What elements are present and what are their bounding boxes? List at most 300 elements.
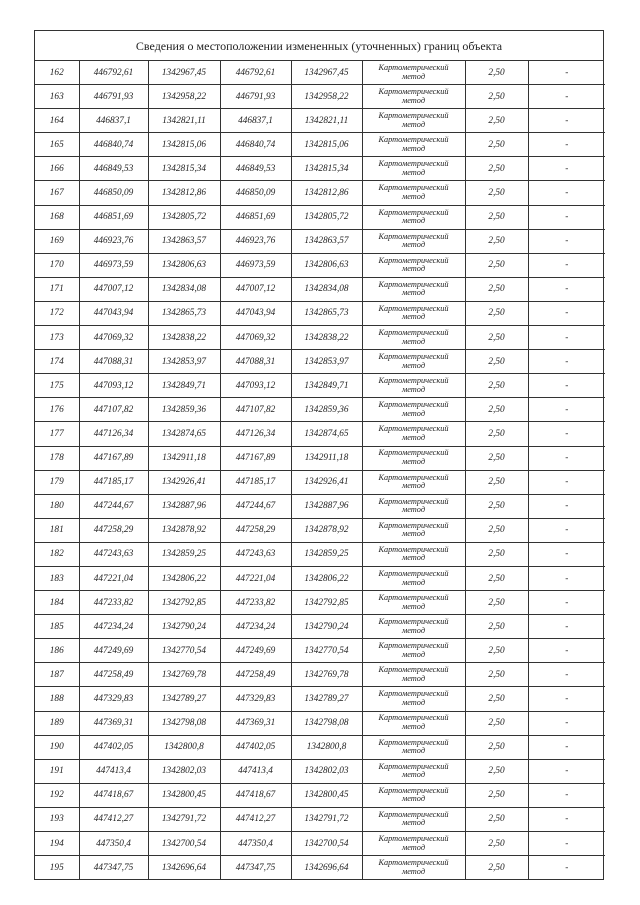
method-label: Картометрический (378, 809, 449, 819)
method-label: метод (401, 529, 426, 539)
table-row (35, 856, 605, 880)
x-new-cell: 447329,83 (220, 687, 291, 711)
x-new-cell: 447221,04 (220, 566, 291, 590)
x-existing-cell: 447043,94 (79, 301, 148, 325)
y-new-cell: 1342792,85 (291, 591, 362, 615)
method-label: Картометрический (378, 87, 449, 97)
y-new-cell: 1342806,63 (291, 253, 362, 277)
table-row (35, 566, 605, 590)
method-label: метод (401, 264, 426, 274)
description-cell: - (528, 687, 605, 711)
y-new-cell: 1342967,45 (291, 61, 362, 85)
y-existing-cell: 1342926,41 (148, 470, 220, 494)
description-cell: - (528, 157, 605, 181)
description-cell: - (528, 470, 605, 494)
method-cell (362, 663, 465, 687)
method-cell (362, 518, 465, 542)
point-number-cell: 190 (35, 735, 79, 759)
accuracy-cell: 2,50 (465, 832, 528, 856)
description-cell: - (528, 422, 605, 446)
method-label: Картометрический (378, 400, 449, 410)
y-existing-cell: 1342859,36 (148, 398, 220, 422)
description-cell: - (528, 229, 605, 253)
table-row (35, 326, 605, 350)
x-existing-cell: 447418,67 (79, 783, 148, 807)
point-number-cell: 186 (35, 639, 79, 663)
accuracy-cell: 2,50 (465, 470, 528, 494)
x-existing-cell: 447249,69 (79, 639, 148, 663)
x-existing-cell: 447185,17 (79, 470, 148, 494)
description-cell: - (528, 759, 605, 783)
description-cell: - (528, 542, 605, 566)
method-label: Картометрический (378, 255, 449, 265)
description-cell: - (528, 856, 605, 880)
table-row (35, 663, 605, 687)
point-number-cell: 180 (35, 494, 79, 518)
table-row (35, 133, 605, 157)
point-number-cell: 166 (35, 157, 79, 181)
x-new-cell: 447347,75 (220, 856, 291, 880)
table-row (35, 494, 605, 518)
method-cell (362, 326, 465, 350)
method-cell (362, 181, 465, 205)
method-label: метод (401, 384, 426, 394)
accuracy-cell: 2,50 (465, 398, 528, 422)
y-new-cell: 1342887,96 (291, 494, 362, 518)
description-cell: - (528, 205, 605, 229)
x-new-cell: 447244,67 (220, 494, 291, 518)
table-row (35, 422, 605, 446)
method-label: метод (401, 746, 426, 756)
x-existing-cell: 447167,89 (79, 446, 148, 470)
y-existing-cell: 1342792,85 (148, 591, 220, 615)
method-cell (362, 783, 465, 807)
method-label: метод (401, 722, 426, 732)
table-row (35, 615, 605, 639)
method-cell (362, 229, 465, 253)
method-label: Картометрический (378, 183, 449, 193)
description-cell: - (528, 832, 605, 856)
description-cell: - (528, 783, 605, 807)
point-number-cell: 179 (35, 470, 79, 494)
x-existing-cell: 447107,82 (79, 398, 148, 422)
x-new-cell: 447258,49 (220, 663, 291, 687)
accuracy-cell: 2,50 (465, 494, 528, 518)
table-row (35, 109, 605, 133)
method-label: метод (401, 167, 426, 177)
table-row (35, 61, 605, 85)
description-cell: - (528, 374, 605, 398)
boundary-table-sheet (34, 30, 604, 880)
accuracy-cell: 2,50 (465, 301, 528, 325)
x-existing-cell: 447413,4 (79, 759, 148, 783)
method-label: метод (401, 240, 426, 250)
y-new-cell: 1342838,22 (291, 326, 362, 350)
table-row (35, 253, 605, 277)
point-number-cell: 191 (35, 759, 79, 783)
table-row (35, 470, 605, 494)
method-label: метод (401, 336, 426, 346)
y-existing-cell: 1342849,71 (148, 374, 220, 398)
method-label: Картометрический (378, 761, 449, 771)
method-label: Картометрический (378, 785, 449, 795)
method-label: метод (401, 818, 426, 828)
description-cell: - (528, 591, 605, 615)
table-row (35, 350, 605, 374)
x-existing-cell: 446792,61 (79, 61, 148, 85)
y-existing-cell: 1342769,78 (148, 663, 220, 687)
method-label: метод (401, 842, 426, 852)
table-row (35, 518, 605, 542)
x-new-cell: 446850,09 (220, 181, 291, 205)
y-existing-cell: 1342770,54 (148, 639, 220, 663)
x-existing-cell: 447234,24 (79, 615, 148, 639)
description-cell: - (528, 133, 605, 157)
y-existing-cell: 1342815,06 (148, 133, 220, 157)
table-row (35, 542, 605, 566)
table-row (35, 591, 605, 615)
y-existing-cell: 1342791,72 (148, 807, 220, 831)
x-new-cell: 446791,93 (220, 85, 291, 109)
method-label: Картометрический (378, 496, 449, 506)
y-existing-cell: 1342838,22 (148, 326, 220, 350)
method-label: метод (401, 360, 426, 370)
accuracy-cell: 2,50 (465, 759, 528, 783)
description-cell: - (528, 85, 605, 109)
method-label: Картометрический (378, 544, 449, 554)
y-new-cell: 1342802,03 (291, 759, 362, 783)
y-new-cell: 1342849,71 (291, 374, 362, 398)
method-label: Картометрический (378, 593, 449, 603)
x-existing-cell: 447350,4 (79, 832, 148, 856)
table-row (35, 446, 605, 470)
accuracy-cell: 2,50 (465, 591, 528, 615)
x-new-cell: 446840,74 (220, 133, 291, 157)
accuracy-cell: 2,50 (465, 350, 528, 374)
table-row (35, 783, 605, 807)
accuracy-cell: 2,50 (465, 615, 528, 639)
description-cell: - (528, 109, 605, 133)
description-cell: - (528, 398, 605, 422)
accuracy-cell: 2,50 (465, 663, 528, 687)
method-label: Картометрический (378, 713, 449, 723)
method-label: Картометрический (378, 352, 449, 362)
x-existing-cell: 446849,53 (79, 157, 148, 181)
y-existing-cell: 1342834,08 (148, 277, 220, 301)
method-cell (362, 470, 465, 494)
method-label: Картометрический (378, 231, 449, 241)
point-number-cell: 176 (35, 398, 79, 422)
table-row (35, 735, 605, 759)
description-cell: - (528, 277, 605, 301)
point-number-cell: 184 (35, 591, 79, 615)
x-new-cell: 447167,89 (220, 446, 291, 470)
method-label: метод (401, 673, 426, 683)
y-existing-cell: 1342798,08 (148, 711, 220, 735)
x-existing-cell: 447126,34 (79, 422, 148, 446)
method-label: Картометрический (378, 279, 449, 289)
x-existing-cell: 447369,31 (79, 711, 148, 735)
accuracy-cell: 2,50 (465, 856, 528, 880)
method-label: Картометрический (378, 520, 449, 530)
method-label: метод (401, 95, 426, 105)
method-label: метод (401, 119, 426, 129)
method-cell (362, 566, 465, 590)
method-cell (362, 205, 465, 229)
y-new-cell: 1342696,64 (291, 856, 362, 880)
accuracy-cell: 2,50 (465, 85, 528, 109)
y-new-cell: 1342805,72 (291, 205, 362, 229)
method-label: Картометрический (378, 135, 449, 145)
x-existing-cell: 447347,75 (79, 856, 148, 880)
y-new-cell: 1342926,41 (291, 470, 362, 494)
method-label: Картометрический (378, 424, 449, 434)
x-new-cell: 447043,94 (220, 301, 291, 325)
description-cell: - (528, 615, 605, 639)
method-label: Картометрический (378, 833, 449, 843)
x-existing-cell: 447093,12 (79, 374, 148, 398)
y-existing-cell: 1342806,22 (148, 566, 220, 590)
x-existing-cell: 447258,49 (79, 663, 148, 687)
method-label: метод (401, 577, 426, 587)
method-label: Картометрический (378, 448, 449, 458)
y-new-cell: 1342911,18 (291, 446, 362, 470)
method-label: метод (401, 216, 426, 226)
y-new-cell: 1342859,25 (291, 542, 362, 566)
y-new-cell: 1342770,54 (291, 639, 362, 663)
y-existing-cell: 1342802,03 (148, 759, 220, 783)
accuracy-cell: 2,50 (465, 639, 528, 663)
method-label: Картометрический (378, 641, 449, 651)
point-number-cell: 172 (35, 301, 79, 325)
x-new-cell: 447088,31 (220, 350, 291, 374)
x-existing-cell: 446850,09 (79, 181, 148, 205)
method-label: метод (401, 143, 426, 153)
y-new-cell: 1342815,06 (291, 133, 362, 157)
table-row (35, 85, 605, 109)
method-cell (362, 61, 465, 85)
table-row (35, 398, 605, 422)
method-cell (362, 807, 465, 831)
x-existing-cell: 447244,67 (79, 494, 148, 518)
y-existing-cell: 1342859,25 (148, 542, 220, 566)
method-label: Картометрический (378, 568, 449, 578)
method-cell (362, 542, 465, 566)
description-cell: - (528, 253, 605, 277)
y-new-cell: 1342791,72 (291, 807, 362, 831)
description-cell: - (528, 639, 605, 663)
method-label: Картометрический (378, 617, 449, 627)
method-label: метод (401, 312, 426, 322)
description-cell: - (528, 494, 605, 518)
point-number-cell: 165 (35, 133, 79, 157)
x-new-cell: 446851,69 (220, 205, 291, 229)
y-new-cell: 1342859,36 (291, 398, 362, 422)
x-new-cell: 447402,05 (220, 735, 291, 759)
accuracy-cell: 2,50 (465, 157, 528, 181)
point-number-cell: 163 (35, 85, 79, 109)
y-existing-cell: 1342805,72 (148, 205, 220, 229)
y-existing-cell: 1342800,45 (148, 783, 220, 807)
method-cell (362, 735, 465, 759)
y-new-cell: 1342800,45 (291, 783, 362, 807)
x-existing-cell: 446973,59 (79, 253, 148, 277)
method-label: Картометрический (378, 111, 449, 121)
point-number-cell: 188 (35, 687, 79, 711)
y-new-cell: 1342815,34 (291, 157, 362, 181)
x-new-cell: 446973,59 (220, 253, 291, 277)
x-existing-cell: 447243,63 (79, 542, 148, 566)
point-number-cell: 168 (35, 205, 79, 229)
x-existing-cell: 446851,69 (79, 205, 148, 229)
y-existing-cell: 1342806,63 (148, 253, 220, 277)
point-number-cell: 178 (35, 446, 79, 470)
method-cell (362, 374, 465, 398)
point-number-cell: 171 (35, 277, 79, 301)
description-cell: - (528, 301, 605, 325)
point-number-cell: 167 (35, 181, 79, 205)
x-new-cell: 447185,17 (220, 470, 291, 494)
y-new-cell: 1342806,22 (291, 566, 362, 590)
y-new-cell: 1342769,78 (291, 663, 362, 687)
method-label: Картометрический (378, 858, 449, 868)
x-new-cell: 446849,53 (220, 157, 291, 181)
method-cell (362, 85, 465, 109)
method-label: Картометрический (378, 207, 449, 217)
point-number-cell: 182 (35, 542, 79, 566)
y-existing-cell: 1342853,97 (148, 350, 220, 374)
method-label: метод (401, 505, 426, 515)
accuracy-cell: 2,50 (465, 807, 528, 831)
table-row (35, 759, 605, 783)
point-number-cell: 169 (35, 229, 79, 253)
x-new-cell: 447418,67 (220, 783, 291, 807)
y-existing-cell: 1342863,57 (148, 229, 220, 253)
x-new-cell: 446837,1 (220, 109, 291, 133)
y-new-cell: 1342800,8 (291, 735, 362, 759)
description-cell: - (528, 566, 605, 590)
y-new-cell: 1342821,11 (291, 109, 362, 133)
y-new-cell: 1342789,27 (291, 687, 362, 711)
point-number-cell: 187 (35, 663, 79, 687)
x-existing-cell: 446923,76 (79, 229, 148, 253)
point-number-cell: 170 (35, 253, 79, 277)
y-new-cell: 1342863,57 (291, 229, 362, 253)
accuracy-cell: 2,50 (465, 326, 528, 350)
x-existing-cell: 446791,93 (79, 85, 148, 109)
x-new-cell: 446792,61 (220, 61, 291, 85)
method-cell (362, 446, 465, 470)
y-new-cell: 1342834,08 (291, 277, 362, 301)
x-new-cell: 447234,24 (220, 615, 291, 639)
y-existing-cell: 1342821,11 (148, 109, 220, 133)
y-existing-cell: 1342865,73 (148, 301, 220, 325)
method-label: Картометрический (378, 303, 449, 313)
method-label: метод (401, 770, 426, 780)
method-label: метод (401, 192, 426, 202)
y-existing-cell: 1342887,96 (148, 494, 220, 518)
y-existing-cell: 1342700,54 (148, 832, 220, 856)
accuracy-cell: 2,50 (465, 109, 528, 133)
accuracy-cell: 2,50 (465, 518, 528, 542)
x-existing-cell: 447258,29 (79, 518, 148, 542)
y-new-cell: 1342790,24 (291, 615, 362, 639)
description-cell: - (528, 711, 605, 735)
point-number-cell: 173 (35, 326, 79, 350)
accuracy-cell: 2,50 (465, 711, 528, 735)
accuracy-cell: 2,50 (465, 253, 528, 277)
y-new-cell: 1342865,73 (291, 301, 362, 325)
method-cell (362, 759, 465, 783)
accuracy-cell: 2,50 (465, 687, 528, 711)
y-new-cell: 1342700,54 (291, 832, 362, 856)
method-label: метод (401, 457, 426, 467)
method-label: метод (401, 697, 426, 707)
table-row (35, 301, 605, 325)
accuracy-cell: 2,50 (465, 566, 528, 590)
x-new-cell: 447126,34 (220, 422, 291, 446)
method-label: Картометрический (378, 472, 449, 482)
boundary-points-table (35, 61, 605, 879)
method-label: Картометрический (378, 737, 449, 747)
y-new-cell: 1342958,22 (291, 85, 362, 109)
x-new-cell: 447249,69 (220, 639, 291, 663)
y-existing-cell: 1342789,27 (148, 687, 220, 711)
y-existing-cell: 1342790,24 (148, 615, 220, 639)
accuracy-cell: 2,50 (465, 783, 528, 807)
x-existing-cell: 447088,31 (79, 350, 148, 374)
table-row (35, 181, 605, 205)
description-cell: - (528, 61, 605, 85)
method-label: Картометрический (378, 327, 449, 337)
method-cell (362, 277, 465, 301)
y-new-cell: 1342853,97 (291, 350, 362, 374)
x-existing-cell: 447402,05 (79, 735, 148, 759)
point-number-cell: 177 (35, 422, 79, 446)
method-cell (362, 856, 465, 880)
method-label: метод (401, 432, 426, 442)
x-new-cell: 447413,4 (220, 759, 291, 783)
accuracy-cell: 2,50 (465, 277, 528, 301)
y-existing-cell: 1342696,64 (148, 856, 220, 880)
point-number-cell: 181 (35, 518, 79, 542)
method-cell (362, 253, 465, 277)
table-row (35, 374, 605, 398)
table-row (35, 711, 605, 735)
description-cell: - (528, 735, 605, 759)
accuracy-cell: 2,50 (465, 61, 528, 85)
x-existing-cell: 447007,12 (79, 277, 148, 301)
accuracy-cell: 2,50 (465, 133, 528, 157)
point-number-cell: 189 (35, 711, 79, 735)
point-number-cell: 183 (35, 566, 79, 590)
method-cell (362, 398, 465, 422)
method-cell (362, 494, 465, 518)
accuracy-cell: 2,50 (465, 422, 528, 446)
method-cell (362, 109, 465, 133)
x-existing-cell: 447412,27 (79, 807, 148, 831)
method-cell (362, 350, 465, 374)
method-cell (362, 157, 465, 181)
y-existing-cell: 1342815,34 (148, 157, 220, 181)
point-number-cell: 195 (35, 856, 79, 880)
accuracy-cell: 2,50 (465, 181, 528, 205)
x-new-cell: 447007,12 (220, 277, 291, 301)
method-cell (362, 133, 465, 157)
x-new-cell: 447093,12 (220, 374, 291, 398)
x-new-cell: 447412,27 (220, 807, 291, 831)
method-label: метод (401, 481, 426, 491)
